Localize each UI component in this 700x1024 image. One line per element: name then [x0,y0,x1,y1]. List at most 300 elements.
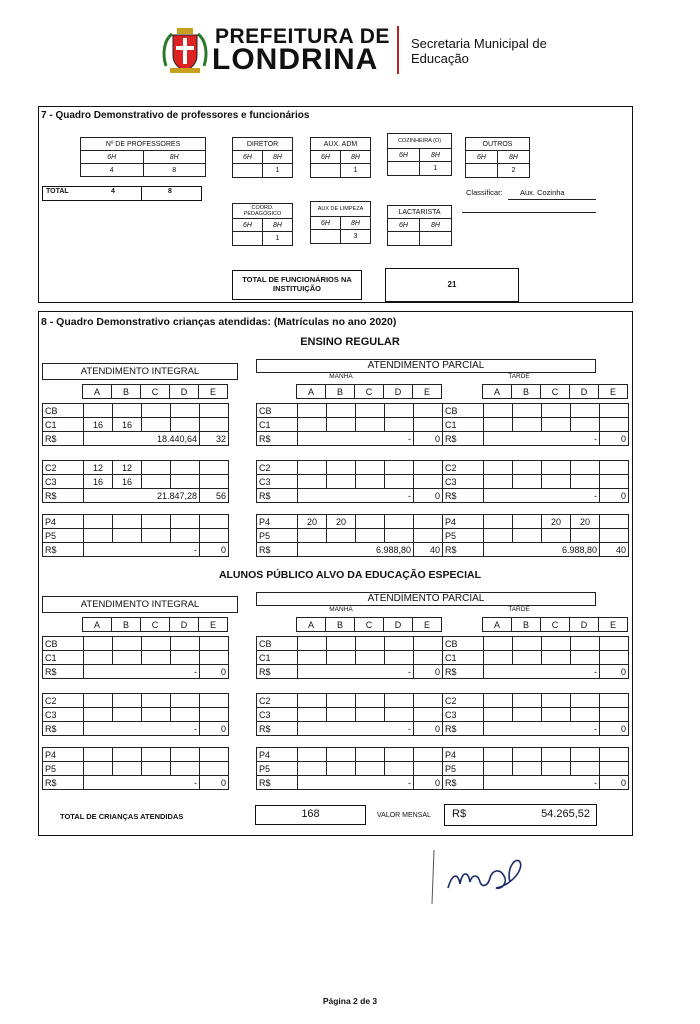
row-label: C3 [257,708,298,722]
grid-cell [385,515,414,529]
especial-tarde-label: TARDE [508,606,530,613]
grid-cell [542,529,571,543]
grid-cell [171,694,200,708]
rs-label: R$ [43,432,84,446]
grid-cell [542,762,571,776]
grid-cell [327,694,356,708]
grid-row [257,529,443,543]
rs-label: R$ [43,665,84,679]
staff-col8-aux_adm: 8H [341,151,371,164]
grid-row [43,708,229,722]
rs-value: - [298,722,414,736]
row-label: CB [43,637,84,651]
grid-cell [84,708,113,722]
grid-cell [142,461,171,475]
grid-cell [542,651,571,665]
col-header: A [297,385,326,399]
staff-v6-diretor [233,164,263,178]
grid-cell [600,694,629,708]
grid-cell [113,762,142,776]
staff-v6-aux_limpeza [311,230,341,244]
valor-mensal-rs: R$ [452,808,467,820]
especial-parcial-header: ATENDIMENTO PARCIAL [256,592,596,606]
grid-row [43,694,229,708]
grid-cell [142,404,171,418]
rs-value: 6.988,80 [298,543,414,557]
total-funcionarios-value: 21 [385,268,519,302]
grid-cell [356,418,385,432]
grid-cell [200,515,229,529]
grid-cell [414,515,443,529]
staff-title-lactarista: LACTARISTA [388,206,452,219]
regular-tarde-label: TARDE [508,373,530,380]
rs-row [443,543,629,557]
col-header: C [541,618,570,632]
valor-mensal-box [444,804,597,826]
classificar-line [508,199,596,200]
especial-tarde-grid-0 [442,636,629,679]
grid-cell [513,475,542,489]
grid-row [43,404,229,418]
rs-count: 0 [200,665,229,679]
professores-table [80,137,206,177]
staff-title-diretor: DIRETOR [233,138,293,151]
grid-cell [84,637,113,651]
col-header: C [141,618,170,632]
staff-col6-diretor: 6H [233,151,263,164]
grid-row [443,461,629,475]
grid-cell [200,694,229,708]
col-header: D [570,618,599,632]
grid-cell [298,651,327,665]
grid-row [43,475,229,489]
staff-col6-aux_adm: 6H [311,151,341,164]
grid-row [443,515,629,529]
grid-cell [171,461,200,475]
staff-box-lactarista [387,205,452,246]
regular-integral-grid-1 [42,460,229,503]
grid-cell [200,637,229,651]
row-label: CB [443,404,484,418]
grid-cell [142,694,171,708]
staff-title-aux_adm: AUX. ADM [311,138,371,151]
grid-cell [171,475,200,489]
grid-row [443,651,629,665]
rs-count: 40 [600,543,629,557]
staff-box-aux_limpeza [310,201,371,244]
grid-cell [298,461,327,475]
grid-cell [542,475,571,489]
col-header: E [599,618,628,632]
grid-cell [385,475,414,489]
grid-cell [200,418,229,432]
prefeitura-de-label: PREFEITURA DE [215,25,390,48]
grid-cell [200,748,229,762]
grid-cell [600,529,629,543]
staff-col6-coord: 6H [233,219,263,232]
grid-cell [385,694,414,708]
grid-row [257,475,443,489]
section7-title: 7 - Quadro Demonstrativo de professores e funcionários [41,110,310,121]
col-header: E [413,618,442,632]
rs-value: - [84,665,200,679]
grid-row [443,762,629,776]
classificar-value: Aux. Cozinha [520,188,565,197]
row-label: C1 [43,651,84,665]
grid-cell [385,748,414,762]
grid-cell [327,475,356,489]
grid-cell [298,637,327,651]
grid-row [43,418,229,432]
prof-col-6h: 6H [81,151,144,164]
col-header: B [112,618,141,632]
rs-row [43,722,229,736]
staff-v6-aux_adm [311,164,341,178]
row-label: P5 [43,529,84,543]
grid-cell [513,637,542,651]
grid-cell [414,748,443,762]
grid-cell [600,515,629,529]
rs-row [443,776,629,790]
grid-cell [298,708,327,722]
rs-label: R$ [443,665,484,679]
staff-col6-lactarista: 6H [388,219,420,232]
col-header: B [112,385,141,399]
grid-cell [327,762,356,776]
col-header: E [199,385,228,399]
grid-cell [414,475,443,489]
row-label: C1 [43,418,84,432]
grid-row [257,708,443,722]
grid-cell: 16 [113,418,142,432]
grid-cell [542,404,571,418]
grid-cell [484,461,513,475]
row-label: P5 [443,529,484,543]
col-header: B [326,618,355,632]
rs-row [443,489,629,503]
prof-total-row [42,186,202,201]
especial-tarde-colheaders [442,617,628,632]
grid-cell [298,529,327,543]
grid-cell [513,694,542,708]
staff-col8-coord: 8H [263,219,293,232]
grid-cell [142,762,171,776]
grid-cell [513,651,542,665]
grid-cell [298,475,327,489]
especial-integral-header: ATENDIMENTO INTEGRAL [42,596,238,613]
rs-label: R$ [443,489,484,503]
staff-box-cozinheira [387,133,452,176]
row-label: C3 [443,475,484,489]
col-header: C [355,385,384,399]
rs-row [43,489,229,503]
grid-cell [327,637,356,651]
row-label: CB [257,637,298,651]
section8-title: 8 - Quadro Demonstrativo crianças atendidas: (Matrículas no ano 2020) [41,316,397,328]
col-header: B [326,385,355,399]
rs-label: R$ [43,543,84,557]
grid-row [43,461,229,475]
grid-cell [142,651,171,665]
especial-manha-label: MANHÃ [329,606,353,613]
staff-v8-diretor: 1 [263,164,293,178]
grid-cell [484,418,513,432]
grid-cell [142,529,171,543]
grid-cell: 20 [571,515,600,529]
rs-label: R$ [257,432,298,446]
total-criancas-label: TOTAL DE CRIANÇAS ATENDIDAS [60,812,184,821]
staff-title-coord: COORD. PEDAGÓGICO [233,204,293,219]
rs-count: 0 [414,776,443,790]
grid-row [443,694,629,708]
grid-cell [84,515,113,529]
staff-v6-cozinheira [388,162,420,176]
grid-cell [327,529,356,543]
grid-row [257,748,443,762]
grid-row [257,694,443,708]
grid-cell [600,762,629,776]
rs-value: - [298,776,414,790]
staff-col8-diretor: 8H [263,151,293,164]
grid-cell [142,515,171,529]
grid-cell [142,708,171,722]
grid-cell [356,515,385,529]
col-header: E [599,385,628,399]
col-header: A [483,385,512,399]
grid-row [443,708,629,722]
grid-cell [200,529,229,543]
row-label: C3 [43,475,84,489]
rs-value: - [298,665,414,679]
rs-value: - [484,665,600,679]
regular-manha-grid-1 [256,460,443,503]
rs-count: 32 [200,432,229,446]
row-label: C2 [43,461,84,475]
staff-col6-outros: 6H [466,151,498,164]
col-header: D [384,618,413,632]
grid-cell [571,651,600,665]
grid-cell [600,651,629,665]
grid-cell: 16 [84,475,113,489]
staff-col8-outros: 8H [498,151,530,164]
grid-cell [171,418,200,432]
grid-cell [513,529,542,543]
grid-cell [513,418,542,432]
grid-cell [571,529,600,543]
grid-cell [327,651,356,665]
staff-v8-outros: 2 [498,164,530,178]
staff-v6-coord [233,232,263,246]
especial-integral-colheaders [42,617,228,632]
row-label: P5 [257,529,298,543]
rs-value: - [84,722,200,736]
rs-count: 0 [600,432,629,446]
grid-cell: 12 [84,461,113,475]
rs-row [443,432,629,446]
grid-cell [484,529,513,543]
grid-cell [356,708,385,722]
staff-col8-cozinheira: 8H [420,149,452,162]
rs-value: - [84,543,200,557]
grid-cell [414,637,443,651]
staff-col6-cozinheira: 6H [388,149,420,162]
rs-row [443,665,629,679]
staff-v6-lactarista [388,232,420,246]
col-header: D [384,385,413,399]
staff-col8-aux_limpeza: 8H [341,217,371,230]
grid-cell [414,529,443,543]
grid-cell [414,694,443,708]
grid-cell [571,748,600,762]
grid-cell [200,708,229,722]
rs-row [257,776,443,790]
row-label: C1 [443,418,484,432]
rs-count: 0 [600,776,629,790]
row-label: P4 [43,515,84,529]
col-header: A [297,618,326,632]
grid-cell [542,694,571,708]
grid-cell [113,529,142,543]
regular-tarde-grid-0 [442,403,629,446]
grid-row [257,404,443,418]
grid-cell [484,708,513,722]
grid-row [443,475,629,489]
grid-cell [484,515,513,529]
rs-label: R$ [43,489,84,503]
grid-row [443,418,629,432]
row-label: C2 [257,694,298,708]
grid-cell [414,651,443,665]
grid-cell [200,461,229,475]
grid-cell [484,404,513,418]
grid-row [257,418,443,432]
row-label: C1 [257,418,298,432]
grid-cell [414,762,443,776]
grid-row [257,461,443,475]
grid-cell [84,694,113,708]
grid-cell [385,461,414,475]
grid-cell [200,762,229,776]
grid-cell [171,637,200,651]
grid-cell [571,418,600,432]
grid-cell [171,404,200,418]
grid-cell [513,404,542,418]
grid-cell [84,651,113,665]
regular-manha-grid-0 [256,403,443,446]
staff-col8-lactarista: 8H [420,219,452,232]
rs-label: R$ [257,776,298,790]
grid-cell: 16 [113,475,142,489]
grid-cell [513,748,542,762]
row-label: P4 [443,515,484,529]
rs-row [257,665,443,679]
col-header: E [199,618,228,632]
rs-count: 0 [414,722,443,736]
grid-row [43,515,229,529]
grid-cell [327,418,356,432]
col-header: A [83,385,112,399]
grid-cell [142,418,171,432]
rs-count: 0 [414,432,443,446]
page-number: Página 2 de 3 [322,996,378,1006]
staff-title-aux_limpeza: AUX DE LIMPEZA [311,202,371,217]
grid-row [43,651,229,665]
rs-row [257,543,443,557]
grid-cell [298,404,327,418]
secretaria-line1: Secretaria Municipal de [411,36,547,51]
grid-cell [600,708,629,722]
grid-cell [542,708,571,722]
grid-cell [484,694,513,708]
rs-label: R$ [257,722,298,736]
grid-cell [356,637,385,651]
staff-v8-aux_limpeza: 3 [341,230,371,244]
staff-box-outros [465,137,530,178]
grid-cell [356,475,385,489]
row-label: C3 [257,475,298,489]
grid-cell [142,475,171,489]
row-label: C1 [257,651,298,665]
grid-cell [414,404,443,418]
grid-cell [600,404,629,418]
rs-value: 18.440,64 [84,432,200,446]
grid-cell [327,404,356,418]
staff-box-diretor [232,137,293,178]
col-header: A [83,618,112,632]
grid-cell [327,708,356,722]
grid-cell [600,748,629,762]
col-header: C [541,385,570,399]
col-header: A [483,618,512,632]
grid-cell [142,748,171,762]
professores-header: Nº DE PROFESSORES [81,138,206,151]
grid-row [43,762,229,776]
ensino-regular-title: ENSINO REGULAR [300,336,400,348]
grid-cell [113,708,142,722]
rs-row [43,665,229,679]
regular-tarde-grid-1 [442,460,629,503]
grid-cell [356,694,385,708]
row-label: CB [257,404,298,418]
rs-row [257,489,443,503]
grid-cell [171,529,200,543]
row-label: C3 [443,708,484,722]
grid-cell [542,748,571,762]
row-label: P5 [257,762,298,776]
regular-integral-header: ATENDIMENTO INTEGRAL [42,363,238,380]
rs-label: R$ [257,543,298,557]
col-header: C [141,385,170,399]
grid-cell [571,637,600,651]
grid-cell [484,748,513,762]
grid-cell [356,461,385,475]
staff-title-cozinheira: COZINHEIRA (O) [388,134,452,149]
rs-count: 40 [414,543,443,557]
row-label: P5 [443,762,484,776]
grid-cell [356,748,385,762]
grid-cell [542,637,571,651]
especial-integral-grid-1 [42,693,229,736]
grid-cell [571,708,600,722]
row-label: P5 [43,762,84,776]
grid-cell [356,529,385,543]
classificar-label: Classificar: [466,188,503,197]
row-label: P4 [257,515,298,529]
grid-cell [113,637,142,651]
rs-count: 0 [200,722,229,736]
grid-row [43,637,229,651]
grid-cell: 20 [298,515,327,529]
